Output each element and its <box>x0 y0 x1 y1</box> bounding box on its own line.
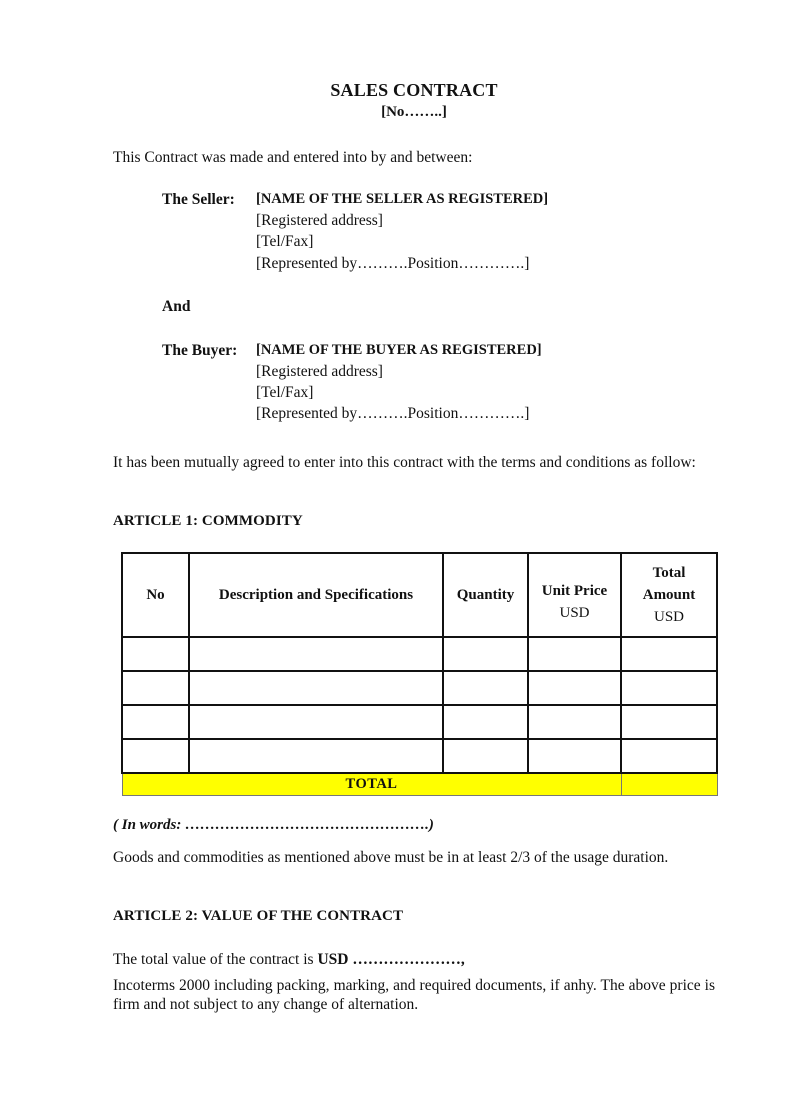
incoterms-text: Incoterms 2000 including packing, marking, and required documents, if anhy. The above price is firm and not subject to any change of alternation. <box>113 977 715 1013</box>
table-total-row <box>122 773 717 796</box>
commodity-note: Goods and commodities as mentioned above must be in at least 2/3 of the usage duration. <box>113 849 669 866</box>
cell-description[interactable] <box>189 671 443 705</box>
intro-text: This Contract was made and entered into by and between: <box>113 149 473 166</box>
cell-unit-price[interactable] <box>528 637 621 671</box>
agreement-text: It has been mutually agreed to enter into this contract with the terms and conditions as follow: <box>113 454 696 471</box>
cell-total-amount[interactable] <box>621 637 717 671</box>
seller-address: [Registered address] <box>256 212 383 229</box>
column-header-description: Description and Specifications <box>189 553 443 637</box>
seller-label: The Seller: <box>162 191 235 208</box>
table-row <box>122 637 717 671</box>
cell-no[interactable] <box>122 705 189 739</box>
contract-value-currency: USD …………………, <box>317 951 465 968</box>
unit-price-currency: USD <box>559 605 590 621</box>
total-label: TOTAL <box>122 773 621 796</box>
cell-no[interactable] <box>122 637 189 671</box>
in-words-line: ( In words: ………………………………………….) <box>113 817 434 833</box>
buyer-address: [Registered address] <box>256 363 383 380</box>
cell-total-amount[interactable] <box>621 705 717 739</box>
cell-quantity[interactable] <box>443 671 528 705</box>
table-row <box>122 739 717 773</box>
table-header-row <box>122 553 717 637</box>
cell-no[interactable] <box>122 671 189 705</box>
cell-description[interactable] <box>189 637 443 671</box>
table-row <box>122 671 717 705</box>
cell-total-amount[interactable] <box>621 671 717 705</box>
column-header-no: No <box>122 553 189 637</box>
article-2-heading: ARTICLE 2: VALUE OF THE CONTRACT <box>113 908 404 924</box>
and-label: And <box>162 298 191 315</box>
article-1-heading: ARTICLE 1: COMMODITY <box>113 513 303 529</box>
cell-quantity[interactable] <box>443 637 528 671</box>
buyer-telfax: [Tel/Fax] <box>256 384 314 401</box>
contract-value-prefix: The total value of the contract is <box>113 951 318 968</box>
cell-quantity[interactable] <box>443 739 528 773</box>
seller-represented: [Represented by……….Position………….] <box>256 255 530 272</box>
table-row <box>122 705 717 739</box>
cell-no[interactable] <box>122 739 189 773</box>
column-header-unit-price: Unit Price USD <box>528 553 621 637</box>
buyer-name: [NAME OF THE BUYER AS REGISTERED] <box>256 342 542 358</box>
column-header-quantity: Quantity <box>443 553 528 637</box>
cell-description[interactable] <box>189 739 443 773</box>
contract-number: [No……..] <box>381 104 447 120</box>
cell-total-amount[interactable] <box>621 739 717 773</box>
cell-unit-price[interactable] <box>528 671 621 705</box>
buyer-represented: [Represented by……….Position………….] <box>256 405 530 422</box>
column-header-total-amount: Total Amount USD <box>621 553 717 637</box>
seller-name: [NAME OF THE SELLER AS REGISTERED] <box>256 191 549 207</box>
document-title: SALES CONTRACT <box>330 80 498 100</box>
buyer-label: The Buyer: <box>162 342 238 359</box>
total-amount-currency: USD <box>653 609 684 625</box>
cell-quantity[interactable] <box>443 705 528 739</box>
contract-value-line <box>113 951 465 969</box>
cell-description[interactable] <box>189 705 443 739</box>
commodity-table <box>121 552 718 796</box>
cell-unit-price[interactable] <box>528 739 621 773</box>
seller-telfax: [Tel/Fax] <box>256 233 314 250</box>
cell-unit-price[interactable] <box>528 705 621 739</box>
total-value[interactable] <box>621 773 717 796</box>
